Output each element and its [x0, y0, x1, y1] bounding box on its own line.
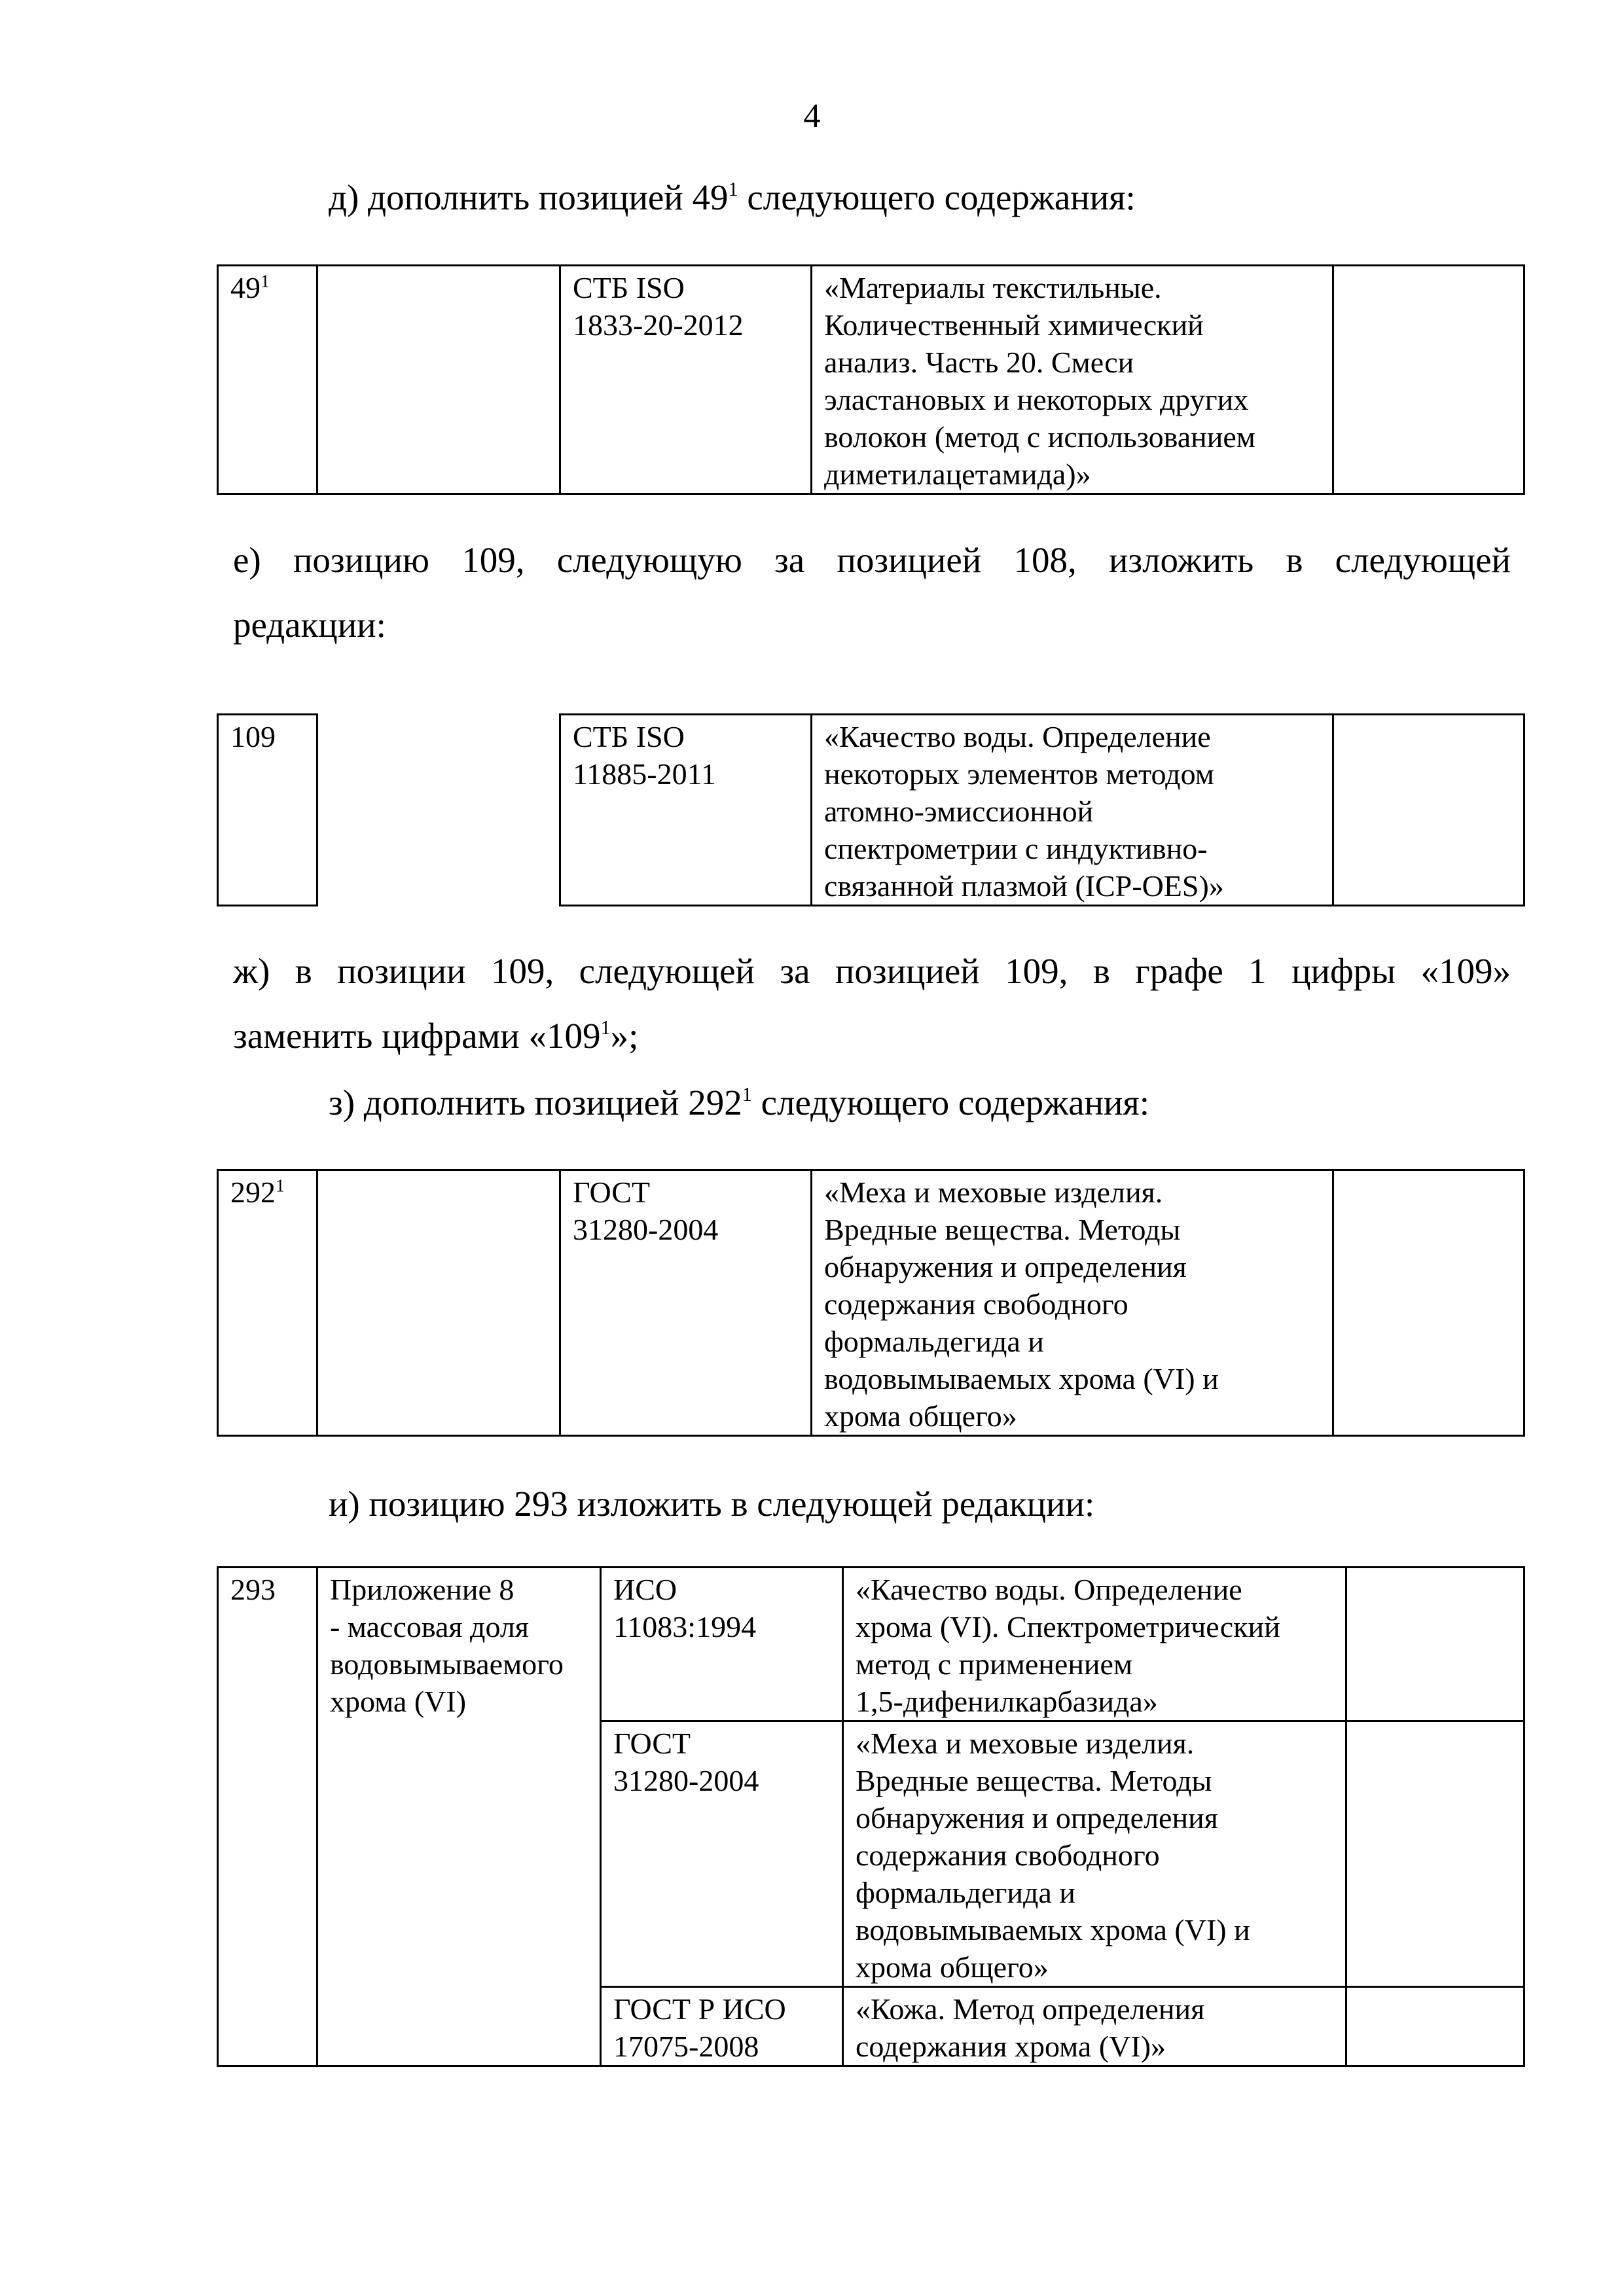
- standard-line: 11885-2011: [573, 757, 716, 791]
- item-zh-sup: 1: [600, 1016, 611, 1039]
- description-cell: [317, 266, 560, 494]
- title-line: «Качество воды. Определение: [824, 720, 1211, 753]
- title-line: Вредные вещества. Методы: [856, 1764, 1212, 1797]
- standard-line: ГОСТ: [573, 1175, 651, 1209]
- position-number-sup: 1: [276, 1175, 285, 1196]
- title-line: водовымываемых хрома (VI) и: [856, 1913, 1250, 1946]
- standard-line: СТБ ISO: [573, 271, 685, 304]
- table-row: [218, 1568, 1525, 1721]
- position-number-cell: 293: [218, 1568, 317, 2066]
- standard-line: ИСО: [613, 1573, 677, 1606]
- item-d-paragraph: [329, 177, 1136, 219]
- item-i-paragraph: и) позицию 293 изложить в следующей редакции:: [329, 1484, 1095, 1524]
- title-line: обнаружения и определения: [824, 1250, 1187, 1283]
- table-position-109: [217, 713, 1525, 906]
- item-e-line1: е) позицию 109, следующую за позицией 108, изложить в следующей: [233, 540, 1511, 580]
- standard-line: 11083:1994: [613, 1610, 757, 1643]
- item-zh-line2: заменить цифрами «$109^1$»;: [233, 1016, 639, 1056]
- position-number-cell: $292^1$: [218, 1170, 317, 1436]
- empty-cell: [1346, 1568, 1525, 1721]
- table-position-293: [217, 1566, 1525, 2067]
- empty-gap-cell: [317, 715, 560, 906]
- title-line: метод с применением: [856, 1647, 1133, 1681]
- title-line: содержания свободного: [824, 1287, 1128, 1321]
- title-line: анализ. Часть 20. Смеси: [824, 346, 1134, 379]
- standard-cell: [560, 715, 812, 906]
- standard-line: 17075-2008: [613, 2030, 759, 2063]
- description-cell: [317, 1568, 601, 2066]
- description-line: - массовая доля: [330, 1610, 529, 1643]
- table-position-292-1: [217, 1169, 1525, 1437]
- standard-line: 1833-20-2012: [573, 308, 744, 342]
- table-row: [218, 1170, 1525, 1436]
- title-line: формальдегида и: [856, 1876, 1075, 1909]
- page-number: 4: [803, 98, 821, 135]
- standard-line: СТБ ISO: [573, 720, 685, 753]
- title-line: «Меха и меховые изделия.: [824, 1175, 1163, 1209]
- standard-cell: [560, 266, 812, 494]
- empty-cell: [1333, 715, 1525, 906]
- title-cell: [812, 266, 1333, 494]
- title-line: некоторых элементов методом: [824, 757, 1214, 791]
- standard-line: ГОСТ Р ИСО: [613, 1992, 786, 2026]
- standard-line: 31280-2004: [613, 1764, 759, 1797]
- title-line: «Меха и меховые изделия.: [856, 1727, 1195, 1760]
- position-number-sup: 1: [261, 270, 270, 291]
- item-z-sup: 1: [742, 1083, 752, 1105]
- title-cell: [843, 1568, 1346, 1721]
- title-cell: [812, 1170, 1333, 1436]
- title-cell: [812, 715, 1333, 906]
- title-line: водовымываемых хрома (VI) и: [824, 1362, 1219, 1395]
- title-line: волокон (метод с использованием: [824, 420, 1255, 454]
- empty-cell: [1333, 266, 1525, 494]
- title-line: диметилацетамида)»: [824, 457, 1091, 491]
- table-position-49-1: [217, 264, 1525, 495]
- description-line: Приложение 8: [330, 1573, 514, 1606]
- description-line: хрома (VI): [330, 1685, 467, 1718]
- title-cell: [843, 1987, 1346, 2066]
- standard-cell: [601, 1568, 843, 1721]
- item-d-text-after: следующего содержания:: [738, 177, 1136, 217]
- title-line: формальдегида и: [824, 1325, 1044, 1358]
- title-line: обнаружения и определения: [856, 1801, 1218, 1835]
- standard-line: 31280-2004: [573, 1213, 719, 1246]
- item-zh-line1: ж) в позиции 109, следующей за позицией 109, в графе 1 цифры «109»: [233, 951, 1511, 991]
- standard-cell: [601, 1987, 843, 2066]
- title-line: содержания хрома (VI)»: [856, 2030, 1166, 2063]
- title-cell: [843, 1721, 1346, 1987]
- title-line: «Кожа. Метод определения: [856, 1992, 1205, 2026]
- table-row: [218, 715, 1525, 906]
- title-line: хрома общего»: [856, 1950, 1049, 1984]
- empty-cell: [1346, 1721, 1525, 1987]
- title-line: Количественный химический: [824, 308, 1204, 342]
- title-line: связанной плазмой (ICP-OES)»: [824, 869, 1224, 903]
- standard-line: ГОСТ: [613, 1727, 691, 1760]
- title-line: 1,5-дифенилкарбазида»: [856, 1685, 1158, 1718]
- title-line: хрома общего»: [824, 1399, 1017, 1433]
- title-line: хрома (VI). Спектрометрический: [856, 1610, 1280, 1643]
- title-line: атомно-эмиссионной: [824, 795, 1094, 828]
- table-row: [218, 266, 1525, 494]
- empty-cell: [1333, 1170, 1525, 1436]
- standard-cell: [601, 1721, 843, 1987]
- title-line: «Качество воды. Определение: [856, 1573, 1242, 1606]
- item-e-line2: редакции:: [233, 605, 386, 645]
- item-d-text: д) дополнить позицией 49: [329, 177, 729, 217]
- title-line: спектрометрии с индуктивно-: [824, 832, 1208, 865]
- position-number-cell: $49^1$: [218, 266, 317, 494]
- description-cell: [317, 1170, 560, 1436]
- title-line: содержания свободного: [856, 1839, 1160, 1872]
- title-line: «Материалы текстильные.: [824, 271, 1162, 304]
- position-number-cell: 109: [218, 715, 317, 906]
- item-z-paragraph: з) дополнить позицией $292^1$ следующего содержания:: [329, 1083, 1150, 1122]
- title-line: эластановых и некоторых других: [824, 383, 1249, 416]
- title-line: Вредные вещества. Методы: [824, 1213, 1181, 1246]
- item-d-sup: 1: [728, 177, 738, 200]
- empty-cell: [1346, 1987, 1525, 2066]
- description-line: водовымываемого: [330, 1647, 564, 1681]
- standard-cell: [560, 1170, 812, 1436]
